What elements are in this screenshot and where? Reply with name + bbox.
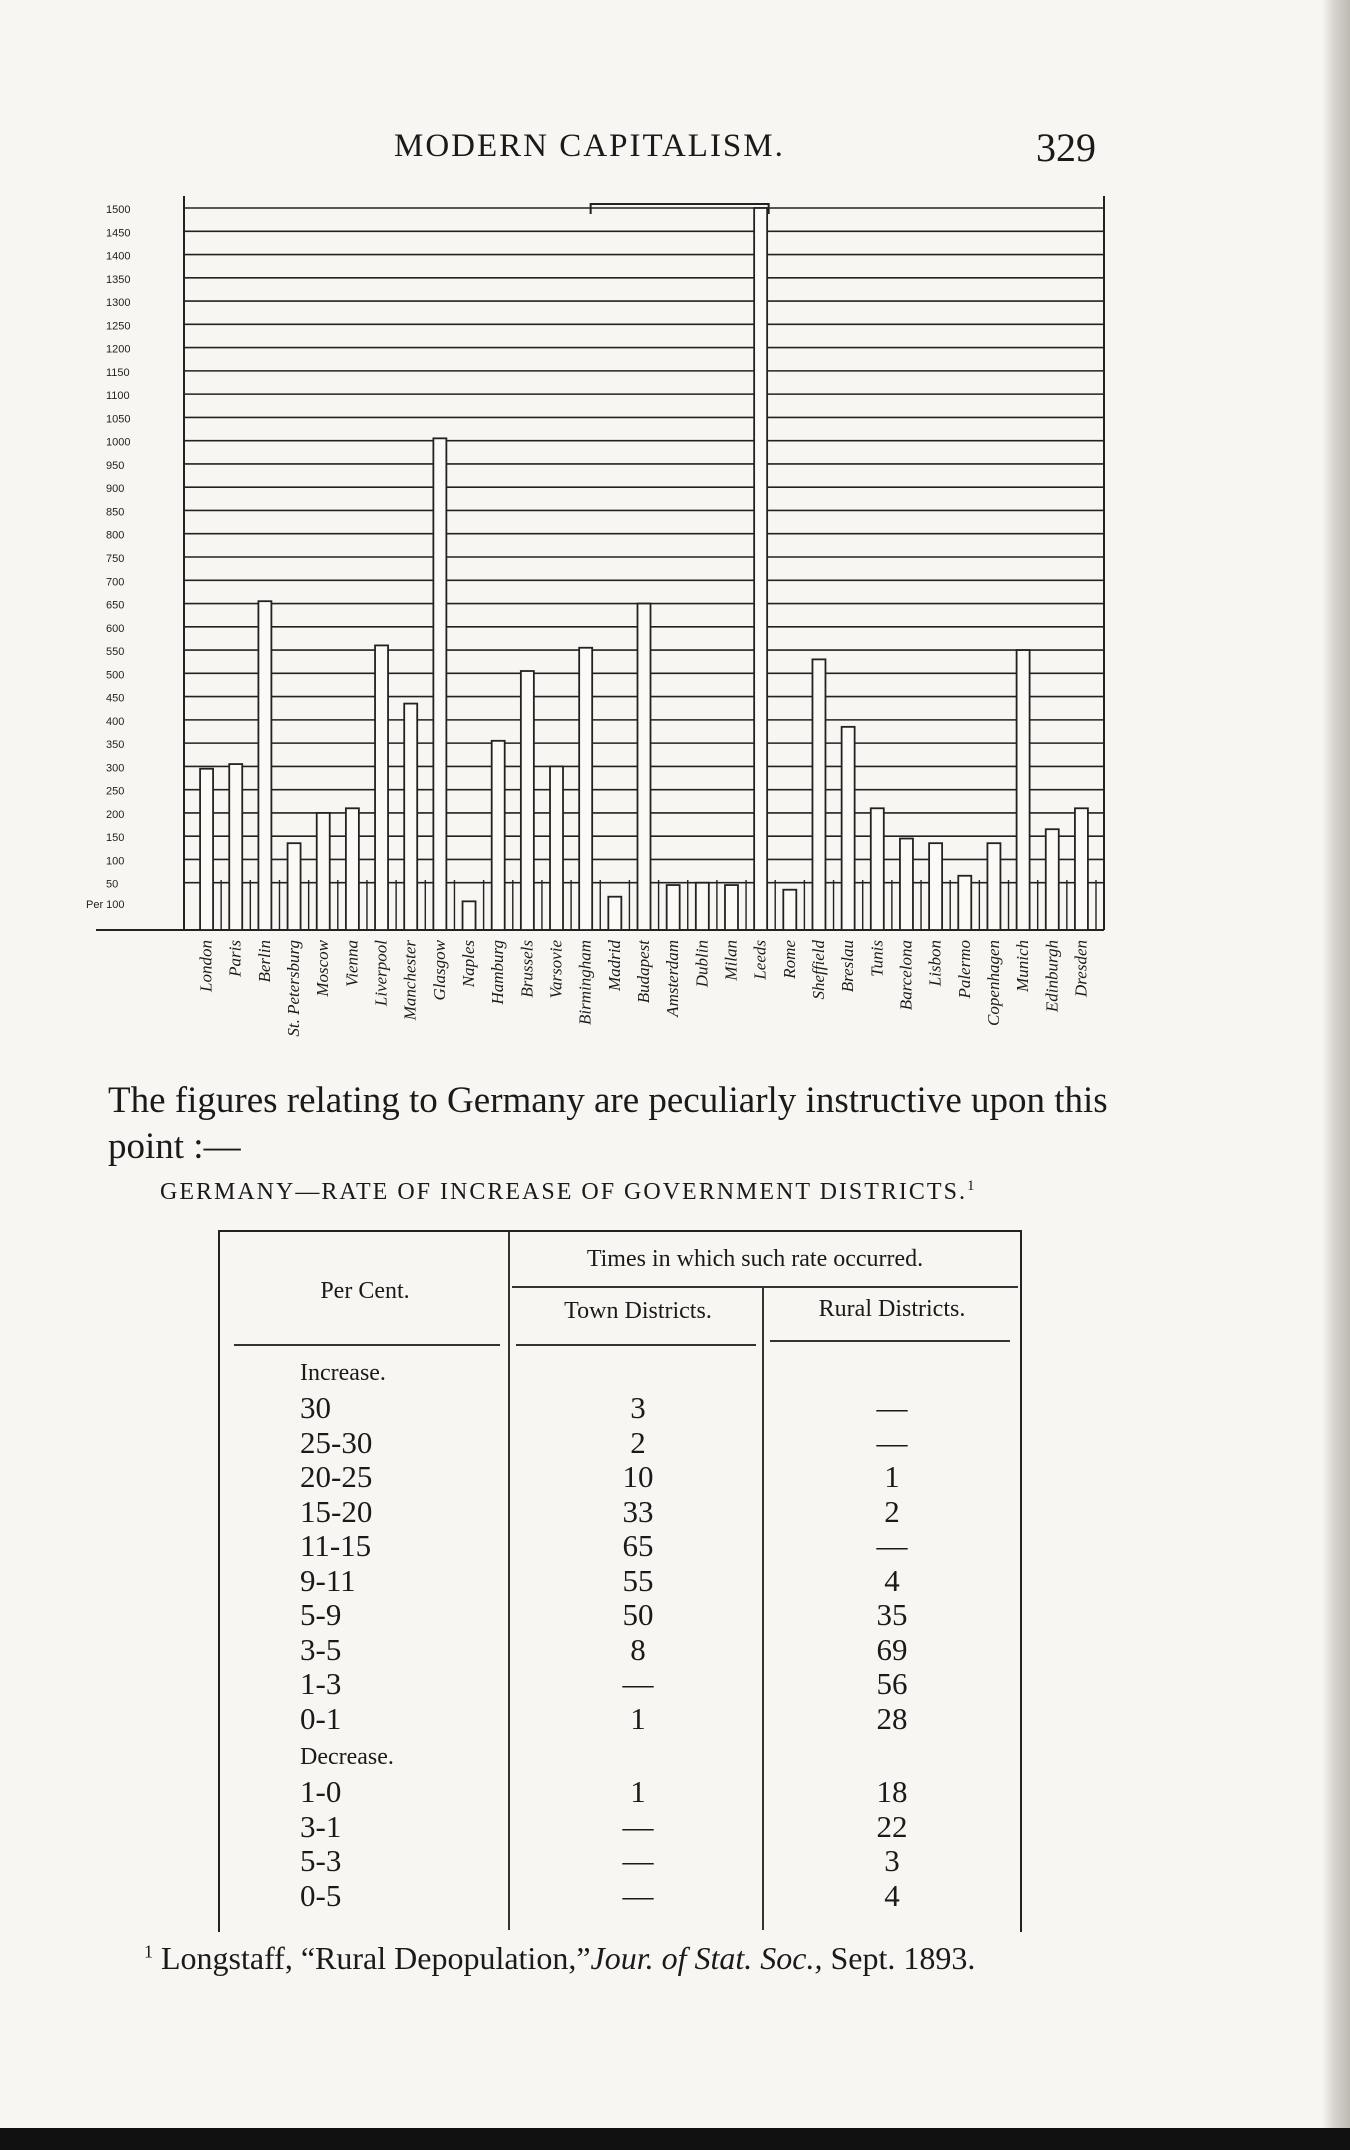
y-tick-label: 350 bbox=[106, 739, 125, 752]
bar-leeds bbox=[754, 208, 767, 930]
x-category-label: Milan bbox=[721, 940, 741, 981]
rural-cell: 22 bbox=[876, 1808, 908, 1844]
bar-brussels bbox=[521, 671, 534, 930]
town-cell: 55 bbox=[622, 1562, 654, 1598]
y-tick-label: 450 bbox=[106, 692, 125, 705]
x-category-label: Moscow bbox=[313, 940, 333, 997]
x-category-label: Paris bbox=[225, 940, 245, 977]
y-tick-label: 700 bbox=[106, 576, 125, 589]
header-rural-districts: Rural Districts. bbox=[818, 1296, 966, 1322]
bar-copenhagen bbox=[987, 843, 1000, 930]
town-cell: 1 bbox=[630, 1774, 646, 1809]
town-cell: 50 bbox=[622, 1597, 654, 1632]
x-category-label: St. Petersburg bbox=[284, 940, 304, 1037]
y-tick-label: 1000 bbox=[106, 436, 131, 449]
x-category-label: Vienna bbox=[342, 940, 362, 987]
bar-lisbon bbox=[929, 843, 942, 930]
x-category-label: Hamburg bbox=[488, 940, 508, 1005]
bar-dublin bbox=[696, 883, 709, 930]
bar-amsterdam bbox=[667, 885, 680, 930]
y-tick-label: 900 bbox=[106, 483, 125, 496]
x-category-label: Amsterdam bbox=[663, 940, 683, 1017]
bar-sheffield bbox=[812, 659, 825, 930]
y-tick-label: 100 bbox=[106, 855, 125, 868]
x-category-label: Varsovie bbox=[546, 940, 566, 999]
y-tick-label: 850 bbox=[106, 506, 125, 519]
rural-cell: 3 bbox=[884, 1843, 900, 1878]
baseline-label: Per 100 bbox=[86, 899, 125, 911]
bar-budapest bbox=[638, 604, 651, 930]
rural-cell: 1 bbox=[884, 1459, 900, 1494]
town-cell: 3 bbox=[630, 1390, 646, 1425]
population-increase-chart bbox=[0, 0, 1350, 1070]
y-tick-label: 300 bbox=[106, 762, 125, 775]
percent-cell: 20-25 bbox=[300, 1459, 373, 1494]
rural-cell: — bbox=[876, 1528, 908, 1563]
x-category-label: Dresden bbox=[1071, 940, 1091, 997]
town-cell: 33 bbox=[622, 1493, 654, 1529]
y-tick-label: 1250 bbox=[106, 320, 131, 333]
x-category-label: Barcelona bbox=[896, 940, 916, 1011]
bar-dresden bbox=[1075, 808, 1088, 930]
y-tick-label: 1450 bbox=[106, 227, 131, 240]
bar-madrid bbox=[608, 897, 621, 930]
bar-liverpool bbox=[375, 645, 388, 930]
rural-cell: — bbox=[876, 1390, 908, 1425]
town-cell: 2 bbox=[630, 1424, 646, 1460]
footnote-mark: 1 bbox=[144, 1941, 153, 1962]
table-caption bbox=[160, 1178, 976, 1206]
percent-cell: 1-0 bbox=[300, 1774, 342, 1809]
x-category-label: Tunis bbox=[867, 940, 887, 977]
town-cell: — bbox=[622, 1808, 654, 1844]
percent-cell: 30 bbox=[300, 1390, 331, 1425]
town-cell: 8 bbox=[630, 1631, 646, 1667]
footnote-author: Longstaff, “Rural Depopulation,” bbox=[161, 1940, 591, 1976]
x-category-label: Madrid bbox=[604, 940, 624, 991]
x-category-label: Naples bbox=[459, 940, 479, 988]
y-tick-label: 600 bbox=[106, 622, 125, 635]
header-per-cent: Per Cent. bbox=[320, 1278, 410, 1304]
germany-districts-table bbox=[218, 1230, 1022, 1932]
x-category-label: London bbox=[196, 940, 216, 992]
bar-milan bbox=[725, 885, 738, 930]
x-category-label: Lisbon bbox=[925, 940, 945, 987]
town-cell: 1 bbox=[630, 1700, 646, 1736]
town-cell: — bbox=[622, 1843, 654, 1878]
town-cell: 65 bbox=[622, 1528, 654, 1563]
y-tick-label: 200 bbox=[106, 808, 125, 821]
x-category-label: Palermo bbox=[954, 940, 974, 999]
bar-vienna bbox=[346, 808, 359, 930]
header-group-times: Times in which such rate occurred. bbox=[586, 1246, 924, 1272]
y-tick-label: 250 bbox=[106, 785, 125, 798]
x-category-label: Breslau bbox=[838, 940, 858, 993]
x-category-label: Rome bbox=[779, 940, 799, 979]
bar-paris bbox=[229, 764, 242, 930]
bar-breslau bbox=[842, 727, 855, 930]
header-rule bbox=[516, 1344, 756, 1346]
column-divider bbox=[762, 1288, 764, 1930]
y-tick-label: 400 bbox=[106, 715, 125, 728]
y-tick-label: 1350 bbox=[106, 273, 131, 286]
y-tick-label: 1500 bbox=[106, 204, 131, 216]
x-category-label: Berlin bbox=[254, 940, 274, 983]
off-scale-bracket bbox=[591, 204, 769, 214]
page-number: 329 bbox=[1036, 125, 1096, 170]
bar-varsovie bbox=[550, 766, 563, 930]
town-cell: — bbox=[622, 1877, 654, 1913]
y-tick-label: 1100 bbox=[106, 390, 130, 403]
header-rule bbox=[770, 1340, 1010, 1342]
percent-cell: 15-20 bbox=[300, 1493, 373, 1529]
y-tick-label: 500 bbox=[106, 669, 125, 682]
bar-berlin bbox=[258, 601, 271, 930]
percent-cell: 0-5 bbox=[300, 1877, 342, 1913]
y-tick-label: 1300 bbox=[106, 297, 131, 310]
x-category-label: Sheffield bbox=[808, 940, 828, 1000]
bar-munich bbox=[1017, 650, 1030, 930]
rural-cell: 28 bbox=[876, 1700, 908, 1736]
y-tick-label: 150 bbox=[106, 832, 125, 845]
rural-cell: 56 bbox=[876, 1666, 908, 1701]
rural-cell: 4 bbox=[884, 1877, 900, 1913]
bar-moscow bbox=[317, 813, 330, 930]
x-category-label: Leeds bbox=[750, 940, 770, 980]
bar-hamburg bbox=[492, 741, 505, 930]
bar-glasgow bbox=[433, 438, 446, 930]
x-category-label: Glasgow bbox=[429, 940, 449, 1001]
percent-cell: 3-5 bbox=[300, 1631, 342, 1667]
rural-cell: 69 bbox=[876, 1631, 908, 1667]
bar-st-petersburg bbox=[288, 843, 301, 930]
bar-rome bbox=[783, 890, 796, 930]
percent-cell: 0-1 bbox=[300, 1700, 342, 1736]
x-category-label: Dublin bbox=[692, 940, 712, 988]
x-category-label: Budapest bbox=[634, 940, 653, 1004]
table-caption-footnote-mark: 1 bbox=[966, 1178, 977, 1194]
x-category-label: Copenhagen bbox=[983, 940, 1003, 1026]
percent-cell: 3-1 bbox=[300, 1808, 342, 1844]
y-tick-label: 1050 bbox=[106, 413, 131, 426]
y-tick-label: 1400 bbox=[106, 250, 131, 263]
bar-london bbox=[200, 769, 213, 930]
percent-cell: 5-9 bbox=[300, 1597, 342, 1632]
increase-label: Increase. bbox=[300, 1360, 386, 1386]
y-tick-label: 650 bbox=[106, 599, 125, 612]
rural-cell: — bbox=[876, 1424, 908, 1460]
x-category-label: Edinburgh bbox=[1042, 940, 1062, 1013]
footnote-journal: Jour. of Stat. Soc., bbox=[590, 1940, 823, 1976]
header-group-rule bbox=[512, 1286, 1018, 1288]
bar-tunis bbox=[871, 808, 884, 930]
header-town-districts: Town Districts. bbox=[564, 1298, 712, 1324]
x-category-label: Munich bbox=[1013, 940, 1033, 992]
y-tick-label: 800 bbox=[106, 529, 125, 542]
header-rule bbox=[234, 1344, 500, 1346]
x-category-label: Liverpool bbox=[371, 940, 391, 1007]
running-head: MODERN CAPITALISM. bbox=[394, 128, 785, 164]
scan-bottom-edge bbox=[0, 2128, 1350, 2150]
bar-edinburgh bbox=[1046, 829, 1059, 930]
y-tick-label: 50 bbox=[106, 878, 119, 891]
x-category-label: Birmingham bbox=[575, 940, 595, 1025]
x-category-label: Manchester bbox=[400, 940, 420, 1021]
percent-cell: 9-11 bbox=[300, 1562, 356, 1598]
y-tick-label: 550 bbox=[106, 646, 125, 659]
column-divider bbox=[508, 1232, 510, 1930]
y-tick-label: 1200 bbox=[106, 343, 131, 356]
table-caption-text: GERMANY—RATE OF INCREASE OF GOVERNMENT DISTRICTS. bbox=[160, 1179, 967, 1205]
y-tick-label: 1150 bbox=[106, 366, 130, 379]
rural-cell: 4 bbox=[884, 1562, 900, 1598]
bar-birmingham bbox=[579, 648, 592, 930]
rural-cell: 18 bbox=[876, 1774, 908, 1809]
footnote-date: Sept. 1893. bbox=[830, 1940, 976, 1976]
bar-naples bbox=[463, 901, 476, 930]
body-paragraph: The figures relating to Germany are peculiarly instructive upon this point :— bbox=[108, 1080, 1108, 1167]
percent-cell: 25-30 bbox=[300, 1424, 373, 1460]
decrease-label: Decrease. bbox=[300, 1744, 394, 1770]
percent-cell: 5-3 bbox=[300, 1843, 342, 1878]
rural-cell: 2 bbox=[884, 1493, 900, 1529]
rural-cell: 35 bbox=[876, 1597, 908, 1632]
y-tick-label: 950 bbox=[106, 459, 125, 472]
percent-cell: 1-3 bbox=[300, 1666, 342, 1701]
percent-cell: 11-15 bbox=[300, 1528, 372, 1563]
bar-manchester bbox=[404, 704, 417, 930]
footnote bbox=[144, 1940, 975, 1977]
y-tick-label: 750 bbox=[106, 553, 125, 565]
town-cell: 10 bbox=[622, 1459, 654, 1494]
bar-palermo bbox=[958, 876, 971, 930]
bar-barcelona bbox=[900, 839, 913, 930]
town-cell: — bbox=[622, 1666, 654, 1701]
x-category-label: Brussels bbox=[517, 940, 537, 998]
